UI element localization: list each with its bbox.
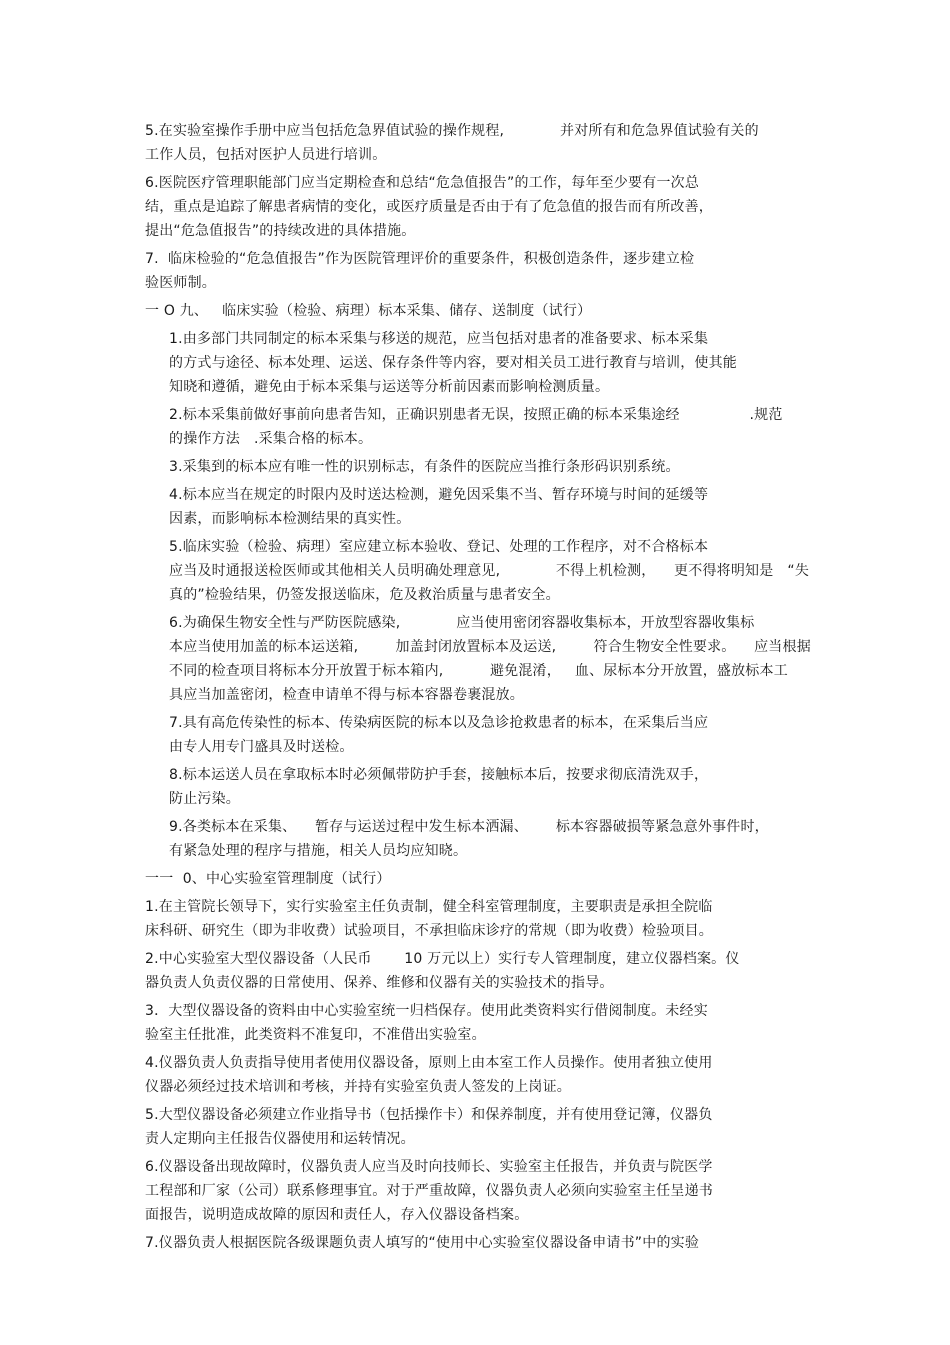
paragraph bbox=[145, 535, 810, 607]
text-line: 1.在主管院长领导下，实行实验室主任负责制，健全科室管理制度，主要职责是承担全院临 bbox=[145, 899, 713, 915]
text-line: 4.仪器负责人负责指导使用者使用仪器设备，原则上由本室工作人员操作。使用者独立使用 bbox=[145, 1055, 713, 1071]
text-line: 3.采集到的标本应有唯一性的识别标志，有条件的医院应当推行条形码识别系统。 bbox=[169, 459, 680, 475]
text-line: 9.各类标本在采集、 暂存与运送过程中发生标本洒漏、 标本容器破损等紧急意外事件时， bbox=[169, 819, 769, 835]
text-line: 的操作方法 .采集合格的标本。 bbox=[169, 431, 373, 447]
paragraph bbox=[145, 815, 810, 863]
text-line: 验室主任批准，此类资料不准复印，不准借出实验室。 bbox=[145, 1027, 486, 1043]
paragraph bbox=[145, 1103, 810, 1151]
text-line: 有紧急处理的程序与措施，相关人员均应知晓。 bbox=[169, 843, 468, 859]
text-line: 真的”检验结果，仍签发报送临床，危及救治质量与患者安全。 bbox=[169, 587, 560, 603]
text-line: 本应当使用加盖的标本运送箱, 加盖封闭放置标本及运送, 符合生物安全性要求。 应当根据 bbox=[169, 639, 811, 655]
text-line: 2.中心实验室大型仪器设备（人民币 10 万元以上）实行专人管理制度，建立仪器档案。仪 bbox=[145, 951, 740, 967]
text-line: 2.标本采集前做好事前向患者告知，正确识别患者无误，按照正确的标本采集途经 .规范 bbox=[169, 407, 783, 423]
text-line: 责人定期向主任报告仪器使用和运转情况。 bbox=[145, 1131, 415, 1147]
section-heading bbox=[145, 299, 810, 323]
paragraph bbox=[145, 763, 810, 811]
text-line: 7.仪器负责人根据医院各级课题负责人填写的“使用中心实验室仪器设备申请书”中的实验 bbox=[145, 1235, 700, 1251]
paragraph bbox=[145, 999, 810, 1047]
paragraph bbox=[145, 611, 810, 707]
paragraph bbox=[145, 327, 810, 399]
paragraph-gap bbox=[145, 1255, 810, 1259]
text-line: 知晓和遵循，避免由于标本采集与运送等分析前因素而影响检测质量。 bbox=[169, 379, 610, 395]
section-heading bbox=[145, 867, 810, 891]
text-line: 8.标本运送人员在拿取标本时必须佩带防护手套，接触标本后，按要求彻底清洗双手， bbox=[169, 767, 709, 783]
text-line: 具应当加盖密闭，检查申请单不得与标本容器卷裹混放。 bbox=[169, 687, 524, 703]
text-line: 工程部和厂家（公司）联系修理事宜。对于严重故障，仪器负责人必须向实验室主任呈递书 bbox=[145, 1183, 713, 1199]
text-line: 器负责人负责仪器的日常使用、保养、维修和仪器有关的实验技术的指导。 bbox=[145, 975, 614, 991]
text-line: 6.为确保生物安全性与严防医院感染, 应当使用密闭容器收集标本，开放型容器收集标 bbox=[169, 615, 755, 631]
text-line: 一一 0、中心实验室管理制度（试行） bbox=[145, 871, 391, 887]
paragraph bbox=[145, 171, 810, 243]
text-line: 1.由多部门共同制定的标本采集与移送的规范，应当包括对患者的准备要求、标本采集 bbox=[169, 331, 709, 347]
text-line: 工作人员，包括对医护人员进行培训。 bbox=[145, 147, 387, 163]
text-line: 的方式与途径、标本处理、运送、保存条件等内容，要对相关员工进行教育与培训，使其能 bbox=[169, 355, 737, 371]
paragraph bbox=[145, 247, 810, 295]
text-line: 应当及时通报送检医师或其他相关人员明确处理意见, 不得上机检测， 更不得将明知是 “失 bbox=[169, 563, 810, 579]
text-line: 5.大型仪器设备必须建立作业指导书（包括操作卡）和保养制度，并有使用登记簿，仪器负 bbox=[145, 1107, 713, 1123]
text-line: 4.标本应当在规定的时限内及时送达检测，避免因采集不当、暂存环境与时间的延缓等 bbox=[169, 487, 709, 503]
text-line: 面报告，说明造成故障的原因和责任人，存入仪器设备档案。 bbox=[145, 1207, 529, 1223]
paragraph bbox=[145, 119, 810, 167]
text-line: 一 O 九、 临床实验（检验、病理）标本采集、储存、送制度（试行） bbox=[145, 303, 592, 319]
text-line: 5.临床实验（检验、病理）室应建立标本验收、登记、处理的工作程序，对不合格标本 bbox=[169, 539, 709, 555]
paragraph bbox=[145, 483, 810, 531]
text-line: 结，重点是追踪了解患者病情的变化，或医疗质量是否由于有了危急值的报告而有所改善， bbox=[145, 199, 713, 215]
text-line: 3．大型仪器设备的资料由中心实验室统一归档保存。使用此类资料实行借阅制度。未经实 bbox=[145, 1003, 708, 1019]
paragraph bbox=[145, 947, 810, 995]
text-line: 7.具有高危传染性的标本、传染病医院的标本以及急诊抢救患者的标本，在采集后当应 bbox=[169, 715, 709, 731]
paragraph bbox=[145, 895, 810, 943]
paragraph bbox=[145, 1051, 810, 1099]
text-line: 防止污染。 bbox=[169, 791, 240, 807]
paragraph bbox=[145, 711, 810, 759]
document-body bbox=[145, 119, 810, 1259]
paragraph bbox=[145, 455, 810, 479]
paragraph bbox=[145, 403, 810, 451]
text-line: 不同的检查项目将标本分开放置于标本箱内, 避免混淆， 血、尿标本分开放置，盛放标本工 bbox=[169, 663, 788, 679]
text-line: 6.仪器设备出现故障时，仪器负责人应当及时向技师长、实验室主任报告，并负责与院医学 bbox=[145, 1159, 713, 1175]
text-line: 5.在实验室操作手册中应当包括危急界值试验的操作规程, 并对所有和危急界值试验有关的 bbox=[145, 123, 759, 139]
text-line: 提出“危急值报告”的持续改进的具体措施。 bbox=[145, 223, 416, 239]
text-line: 7. 临床检验的“危急值报告”作为医院管理评价的重要条件，积极创造条件，逐步建立检 bbox=[145, 251, 695, 267]
text-line: 床科研、研究生（即为非收费）试验项目，不承担临床诊疗的常规（即为收费）检验项目。 bbox=[145, 923, 713, 939]
paragraph bbox=[145, 1231, 810, 1255]
text-line: 6.医院医疗管理职能部门应当定期检查和总结“危急值报告”的工作，每年至少要有一次总 bbox=[145, 175, 700, 191]
text-line: 仪器必须经过技术培训和考核，并持有实验室负责人签发的上岗证。 bbox=[145, 1079, 571, 1095]
paragraph bbox=[145, 1155, 810, 1227]
text-line: 因素，而影响标本检测结果的真实性。 bbox=[169, 511, 411, 527]
text-line: 由专人用专门盛具及时送检。 bbox=[169, 739, 354, 755]
text-line: 验医师制。 bbox=[145, 275, 216, 291]
